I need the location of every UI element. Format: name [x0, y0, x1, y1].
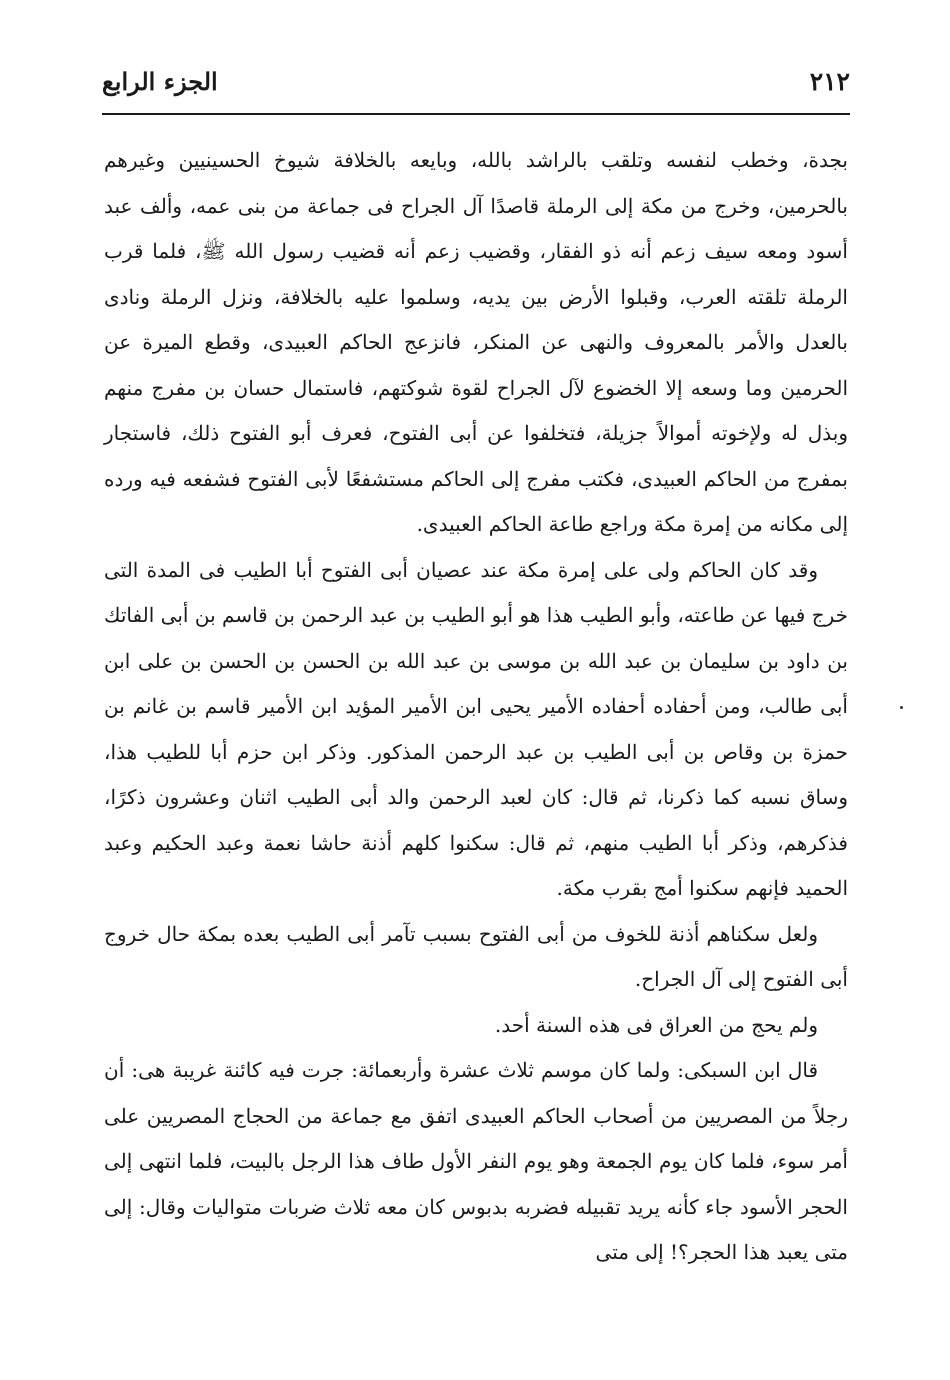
- margin-dot: [900, 706, 903, 709]
- running-title: الجزء الرابع: [102, 67, 218, 96]
- page-number: ٢١٢: [809, 67, 850, 96]
- paragraph: ولعل سكناهم أذنة للخوف من أبى الفتوح بسبب تآمر أبى الطيب بعده بمكة حال خروج أبى الفتوح إلى آل الجراح.: [104, 921, 848, 991]
- paragraph: قال ابن السبكى: ولما كان موسم ثلاث عشرة وأربعمائة: جرت فيه كائنة غريبة هى: أن رجلاً من المصريين من أصحاب الحاكم العبيدى اتفق مع جماعة من الحجاج المصريين على أمر سوء، فلما كان يوم الجمعة وهو يوم النفر الأول طاف هذا الرجل بالبيت، فلما انتهى إلى الحجر الأسود جاء كأنه يريد تقبيله فضربه بدبوس كان معه ثلاث ضربات متواليات وقال: إلى متى يعبد هذا الحجر؟! إلى متى: [104, 1058, 848, 1264]
- paragraph: وقد كان الحاكم ولى على إمرة مكة عند عصيان أبى الفتوح أبا الطيب فى المدة التى خرج فيها عن طاعته، وأبو الطيب هذا هو أبو الطيب بن عبد الرحمن بن قاسم بن أبى الفاتك بن داود بن سليمان بن عبد الله بن موسى بن عبد الله بن الحسن بن الحسن بن على ابن أبى طالب، ومن أحفاده أحفاده الأمير يحيى ابن الأمير المؤيد ابن الأمير قاسم بن غانم بن حمزة بن وقاص بن أبى الطيب بن عبد الرحمن المذكور. وذكر ابن حزم أبا للطيب هذا، وساق نسبه كما ذكرنا، ثم قال: كان لعبد الرحمن والد أبى الطيب اثنان وعشرون ذكرًا، فذكرهم، وذكر أبا الطيب منهم، ثم قال: سكنوا كلهم أذنة حاشا نعمة وعبد الحكيم وعبد الحميد فإنهم سكنوا أمج بقرب مكة.: [104, 557, 849, 900]
- main-text: [104, 138, 848, 1276]
- page-header: [102, 62, 850, 110]
- paragraph: ولم يحج من العراق فى هذه السنة أحد.: [494, 1012, 818, 1037]
- paragraph: بجدة، وخطب لنفسه وتلقب بالراشد بالله، وبايعه بالخلافة شيوخ الحسينيين وغيرهم بالحرمين، وخرج من مكة إلى الرملة قاصدًا آل الجراح فى جماعة من بنى عمه، وألف عبد أسود ومعه سيف زعم أنه ذو الفقار، وقضيب زعم أنه قضيب رسول الله ﷺ، فلما قرب الرملة تلقته العرب، وقبلوا الأرض بين يديه، وسلموا عليه بالخلافة، ونزل الرملة ونادى بالعدل والأمر بالمعروف والنهى عن المنكر، فانزعج الحاكم العبيدى، وقطع الميرة عن الحرمين وما وسعه إلا الخضوع لآل الجراح لقوة شوكتهم، فاستمال حسان بن مفرج منهم وبذل له ولإخوته أموالاً جزيلة، فتخلفوا عن أبى الفتوح، فعرف أبو الفتوح ذلك، فاستجار بمفرج من الحاكم العبيدى، فكتب مفرج إلى الحاكم مستشفعًا لأبى الفتوح فشفعه فيه ورده إلى مكانه من إمرة مكة وراجع طاعة الحاكم العبيدى.: [104, 148, 848, 536]
- header-rule: [102, 113, 850, 115]
